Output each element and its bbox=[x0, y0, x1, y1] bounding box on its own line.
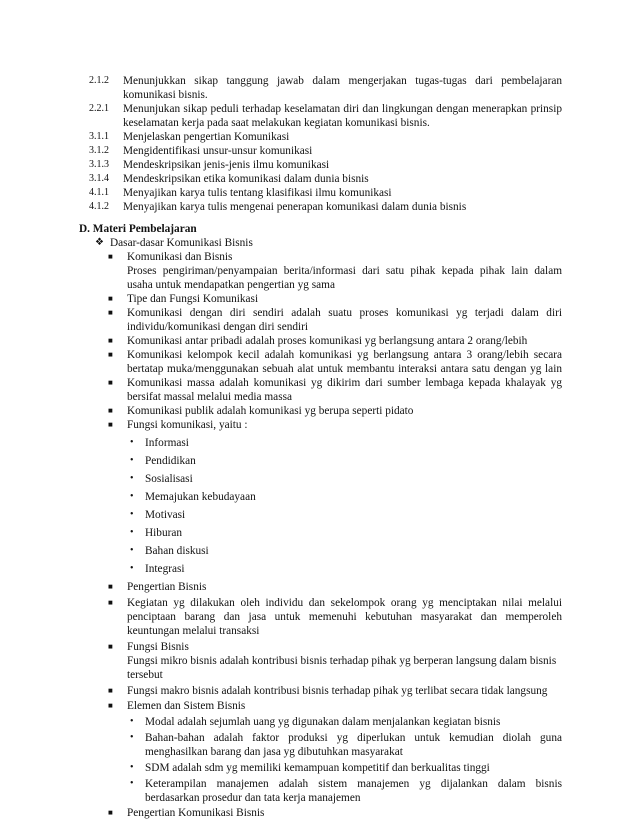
objective-text: Menyajikan karya tulis mengenai penerapan komunikasi dalam dunia bisnis bbox=[123, 201, 467, 213]
square-bullet-icon: ■ bbox=[108, 701, 113, 710]
list-item: Fungsi komunikasi, yaitu : bbox=[127, 419, 248, 431]
sub-list-item: Hiburan bbox=[145, 527, 183, 539]
list-item: Fungsi makro bisnis adalah kontribusi bisnis terhadap pihak yg terlibat secara tidak langsung bbox=[127, 685, 548, 697]
square-bullet-icon: ■ bbox=[108, 420, 113, 429]
section-heading: D. Materi Pembelajaran bbox=[79, 223, 197, 235]
objective-text: Mengidentifikasi unsur-unsur komunikasi bbox=[123, 145, 313, 157]
objective-number: 3.1.1 bbox=[89, 131, 109, 142]
square-bullet-icon: ■ bbox=[108, 336, 113, 345]
objective-text: Menunjukkan sikap tanggung jawab dalam mengerjakan tugas-tugas dari pembelajaran bbox=[123, 75, 562, 87]
objective-text: Mendeskripsikan jenis-jenis ilmu komunikasi bbox=[123, 159, 330, 171]
objective-number: 3.1.3 bbox=[89, 159, 109, 170]
sub-list-item: Informasi bbox=[145, 437, 189, 449]
square-bullet-icon: ■ bbox=[108, 308, 113, 317]
list-item: Komunikasi dan Bisnis bbox=[127, 251, 233, 263]
sub-list-item: Sosialisasi bbox=[145, 473, 193, 485]
dot-bullet-icon: • bbox=[130, 527, 134, 538]
square-bullet-icon: ■ bbox=[108, 642, 113, 651]
dot-bullet-icon: • bbox=[130, 732, 134, 743]
list-item: usaha untuk mendapatkan pengertian yg sama bbox=[127, 279, 335, 291]
square-bullet-icon: ■ bbox=[108, 686, 113, 695]
objective-number: 4.1.1 bbox=[89, 187, 109, 198]
objective-number: 3.1.4 bbox=[89, 173, 109, 184]
objective-number: 2.1.2 bbox=[89, 75, 109, 86]
objective-text: Menjelaskan pengertian Komunikasi bbox=[123, 131, 290, 143]
list-item: Fungsi Bisnis bbox=[127, 641, 189, 653]
sub-list-item: Pendidikan bbox=[145, 455, 196, 467]
square-bullet-icon: ■ bbox=[108, 406, 113, 415]
sub-list-item: Modal adalah sejumlah uang yg digunakan dalam menjalankan kegiatan bisnis bbox=[145, 716, 501, 728]
list-item: Pengertian Komunikasi Bisnis bbox=[127, 807, 265, 819]
sub-list-item: Bahan-bahan adalah faktor produksi yg diperlukan untuk kemudian diolah guna bbox=[145, 732, 562, 744]
dot-bullet-icon: • bbox=[130, 491, 134, 502]
objective-number: 4.1.2 bbox=[89, 201, 109, 212]
list-item: bertatap muka/menggunakan sebuah alat untuk membantu interaksi antara satu dengan yg lain bbox=[127, 363, 562, 375]
objective-text: keselamatan kerja pada saat melakukan kegiatan komunikasi bisnis. bbox=[123, 117, 430, 129]
objective-text: Menyajikan karya tulis tentang klasifikasi ilmu komunikasi bbox=[123, 187, 392, 199]
list-item: individu/komunikasi dengan diri sendiri bbox=[127, 321, 309, 333]
dot-bullet-icon: • bbox=[130, 473, 134, 484]
list-item: Komunikasi antar pribadi adalah proses komunikasi yg berlangsung antara 2 orang/lebih bbox=[127, 335, 528, 347]
square-bullet-icon: ■ bbox=[108, 294, 113, 303]
diamond-bullet-icon: ❖ bbox=[95, 237, 104, 248]
dot-bullet-icon: • bbox=[130, 563, 134, 574]
sub-list-item: menghasilkan barang dan jasa yg dibutuhkan masyarakat bbox=[145, 746, 403, 758]
topic-title: Dasar-dasar Komunikasi Bisnis bbox=[110, 237, 253, 249]
objective-number: 3.1.2 bbox=[89, 145, 109, 156]
square-bullet-icon: ■ bbox=[108, 252, 113, 261]
list-item: bersifat massal melalui media massa bbox=[127, 391, 293, 403]
dot-bullet-icon: • bbox=[130, 509, 134, 520]
sub-list-item: SDM adalah sdm yg memiliki kemampuan kompetitif dan berkualitas tinggi bbox=[145, 762, 490, 774]
list-item: keuntungan melalui transaksi bbox=[127, 625, 260, 637]
square-bullet-icon: ■ bbox=[108, 598, 113, 607]
square-bullet-icon: ■ bbox=[108, 378, 113, 387]
sub-list-item: Integrasi bbox=[145, 563, 185, 575]
dot-bullet-icon: • bbox=[130, 778, 134, 789]
objective-text: komunikasi bisnis. bbox=[123, 89, 208, 101]
sub-list-item: Keterampilan manajemen adalah sistem manajemen yg dijalankan dalam bisnis bbox=[145, 778, 562, 790]
list-item: Fungsi mikro bisnis adalah kontribusi bisnis terhadap pihak yg berperan langsung dalam bisnis bbox=[127, 655, 557, 667]
square-bullet-icon: ■ bbox=[108, 582, 113, 591]
list-item: Kegiatan yg dilakukan oleh individu dan sekelompok orang yg menciptakan nilai melalui bbox=[127, 597, 562, 609]
sub-list-item: berdasarkan prosedur dan tata kerja manajemen bbox=[145, 792, 361, 804]
dot-bullet-icon: • bbox=[130, 716, 134, 727]
sub-list-item: Bahan diskusi bbox=[145, 545, 209, 557]
list-item: Komunikasi dengan diri sendiri adalah suatu proses komunikasi yg terjadi dalam diri bbox=[127, 307, 562, 319]
list-item: tersebut bbox=[127, 669, 163, 681]
list-item: Elemen dan Sistem Bisnis bbox=[127, 700, 246, 712]
objective-text: Mendeskripsikan etika komunikasi dalam dunia bisnis bbox=[123, 173, 369, 185]
list-item: Komunikasi massa adalah komunikasi yg dikirim dari sumber lembaga kepada khalayak yg bbox=[127, 377, 562, 389]
dot-bullet-icon: • bbox=[130, 545, 134, 556]
dot-bullet-icon: • bbox=[130, 455, 134, 466]
dot-bullet-icon: • bbox=[130, 437, 134, 448]
square-bullet-icon: ■ bbox=[108, 808, 113, 817]
list-item: Komunikasi kelompok kecil adalah komunikasi yg berlangsung antara 3 orang/lebih secara bbox=[127, 349, 562, 361]
sub-list-item: Memajukan kebudayaan bbox=[145, 491, 256, 503]
list-item: Tipe dan Fungsi Komunikasi bbox=[127, 293, 259, 305]
dot-bullet-icon: • bbox=[130, 762, 134, 773]
list-item: Pengertian Bisnis bbox=[127, 581, 207, 593]
objective-text: Menunjukan sikap peduli terhadap keselamatan diri dan lingkungan dengan menerapkan prinsip bbox=[123, 103, 562, 115]
list-item: Proses pengiriman/penyampaian berita/informasi dari satu pihak kepada pihak lain dalam bbox=[127, 265, 562, 277]
sub-list-item: Motivasi bbox=[145, 509, 186, 521]
objective-number: 2.2.1 bbox=[89, 103, 109, 114]
square-bullet-icon: ■ bbox=[108, 350, 113, 359]
list-item: Komunikasi publik adalah komunikasi yg berupa seperti pidato bbox=[127, 405, 414, 417]
list-item: penciptaan barang dan jasa untuk memenuhi kebutuhan masyarakat dan memperoleh bbox=[127, 611, 562, 623]
